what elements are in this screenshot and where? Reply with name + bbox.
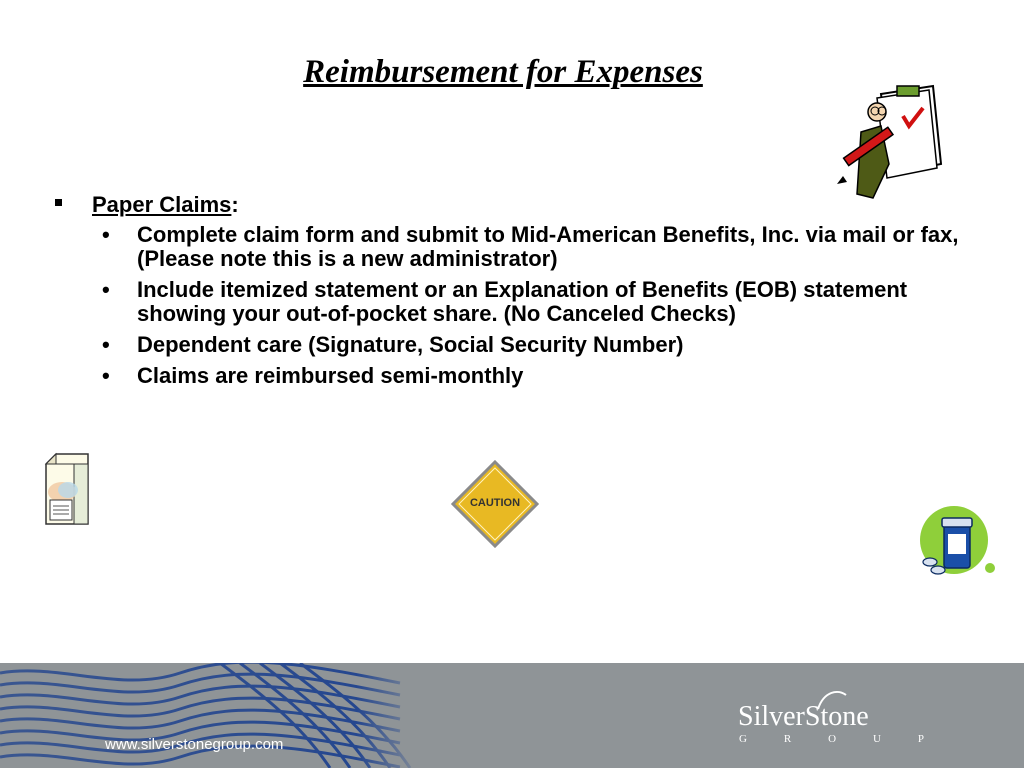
caution-label: CAUTION [469, 497, 521, 509]
milk-carton-icon [40, 452, 94, 526]
logo-letter: R [783, 733, 792, 745]
logo-letter: P [917, 733, 924, 745]
footer-banner [0, 663, 1024, 768]
logo-letter: U [872, 733, 881, 745]
clipboard-man-icon [833, 72, 943, 204]
bullet-dot-icon: • [102, 332, 110, 357]
logo-letter: O [828, 733, 837, 745]
slide-title: Reimbursement for Expenses [303, 54, 703, 90]
logo-group-letters [739, 733, 924, 745]
claim-instructions-list [102, 223, 962, 395]
square-bullet-icon [55, 199, 62, 206]
bullet-dot-icon: • [102, 363, 110, 388]
logo-letter: G [739, 733, 747, 745]
bullet-dot-icon: • [102, 277, 110, 302]
section-heading: Paper Claims: [92, 192, 239, 217]
caution-sign [451, 460, 539, 548]
list-item: • Complete claim form and submit to Mid-American Benefits, Inc. via mail or fax, (Please note this is a new administrator) [102, 222, 959, 271]
website-url: www.silverstonegroup.com [105, 736, 284, 753]
logo-wordmark: SilverStone [738, 701, 869, 732]
list-item: • Claims are reimbursed semi-monthly [102, 363, 524, 388]
pill-bottle-icon [918, 502, 998, 582]
bullet-dot-icon: • [102, 222, 110, 247]
list-item: • Dependent care (Signature, Social Security Number) [102, 332, 684, 357]
list-item: • Include itemized statement or an Explanation of Benefits (EOB) statement showing your out-of-pocket share. (No Canceled Checks) [102, 277, 908, 326]
